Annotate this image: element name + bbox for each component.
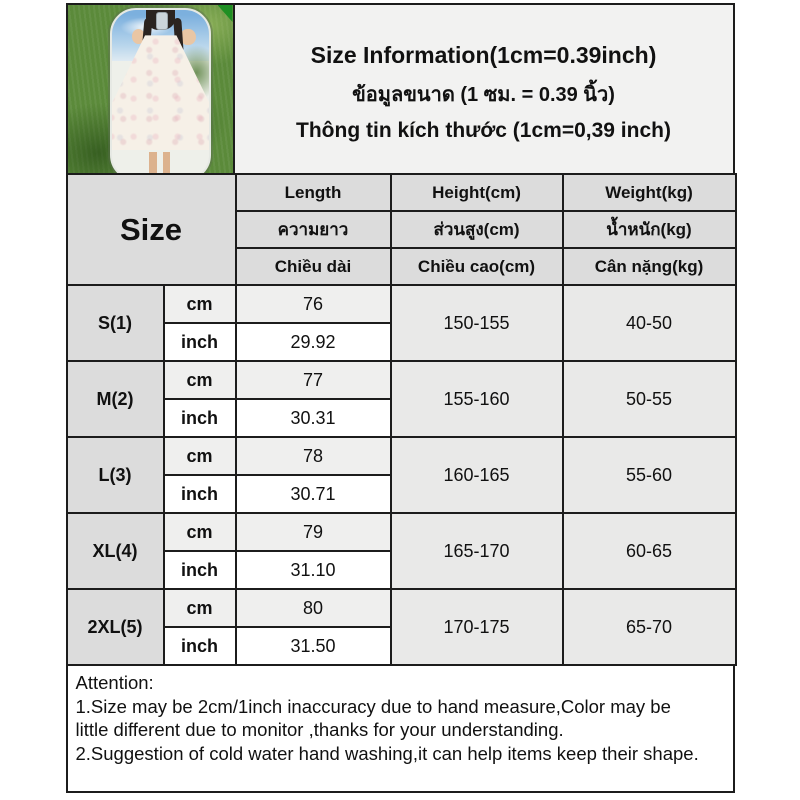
title-thai: ข้อมูลขนาด (1 ซม. = 0.39 นิ้ว) [352,83,615,106]
height-value: 150-155 [391,285,563,361]
weight-value: 55-60 [563,437,736,513]
unit-cm-cell: cm [164,437,236,475]
weight-header-en: Weight(kg) [563,174,736,211]
unit-cm-cell: cm [164,513,236,551]
size-cell: L(3) [67,437,164,513]
unit-cm-cell: cm [164,285,236,323]
model-leg-left [149,152,157,175]
height-value: 155-160 [391,361,563,437]
top-row [66,3,735,175]
height-value: 170-175 [391,589,563,665]
height-value: 160-165 [391,437,563,513]
phone [156,12,169,31]
size-header-cell: Size [67,174,236,285]
table-row [67,361,736,399]
product-photo [66,3,235,175]
weight-header-th: น้ำหนัก(kg) [563,211,736,248]
unit-inch-cell: inch [164,627,236,665]
table-row [67,589,736,627]
weight-value: 50-55 [563,361,736,437]
attention-line: 1.Size may be 2cm/1inch inaccuracy due to hand measure,Color may be [75,695,671,717]
height-value: 165-170 [391,513,563,589]
length-cm-value: 78 [236,437,391,475]
attention-box [66,664,735,793]
weight-value: 65-70 [563,589,736,665]
length-inch-value: 31.50 [236,627,391,665]
size-cell: XL(4) [67,513,164,589]
size-chart-sheet [66,3,735,793]
weight-header-vi: Cân nặng(kg) [563,248,736,285]
length-cm-value: 76 [236,285,391,323]
length-inch-value: 29.92 [236,323,391,361]
table-row [67,285,736,323]
unit-cm-cell: cm [164,361,236,399]
unit-inch-cell: inch [164,399,236,437]
size-cell: S(1) [67,285,164,361]
length-header-th: ความยาว [236,211,391,248]
title-block [233,3,735,175]
attention-line: little different due to monitor ,thanks for your understanding. [75,719,564,741]
height-header-vi: Chiều cao(cm) [391,248,563,285]
unit-cm-cell: cm [164,589,236,627]
length-header-vi: Chiều dài [236,248,391,285]
attention-line: 2.Suggestion of cold water hand washing,it can help items keep their shape. [75,743,699,765]
unit-inch-cell: inch [164,475,236,513]
length-inch-value: 30.31 [236,399,391,437]
mirror [110,8,211,175]
unit-inch-cell: inch [164,551,236,589]
corner-triangle-decoration [218,5,233,22]
title-english: Size Information(1cm=0.39inch) [310,41,657,68]
model-leg-right [163,152,171,175]
length-cm-value: 80 [236,589,391,627]
length-inch-value: 30.71 [236,475,391,513]
height-header-en: Height(cm) [391,174,563,211]
table-row [67,513,736,551]
unit-inch-cell: inch [164,323,236,361]
length-cm-value: 77 [236,361,391,399]
length-inch-value: 31.10 [236,551,391,589]
weight-value: 40-50 [563,285,736,361]
weight-value: 60-65 [563,513,736,589]
length-header-en: Length [236,174,391,211]
attention-heading: Attention: [75,672,154,693]
size-table [66,173,737,666]
size-cell: 2XL(5) [67,589,164,665]
table-row [67,437,736,475]
header-row-en [67,174,736,211]
height-header-th: ส่วนสูง(cm) [391,211,563,248]
length-cm-value: 79 [236,513,391,551]
size-cell: M(2) [67,361,164,437]
title-vietnamese: Thông tin kích thước (1cm=0,39 inch) [296,118,671,142]
